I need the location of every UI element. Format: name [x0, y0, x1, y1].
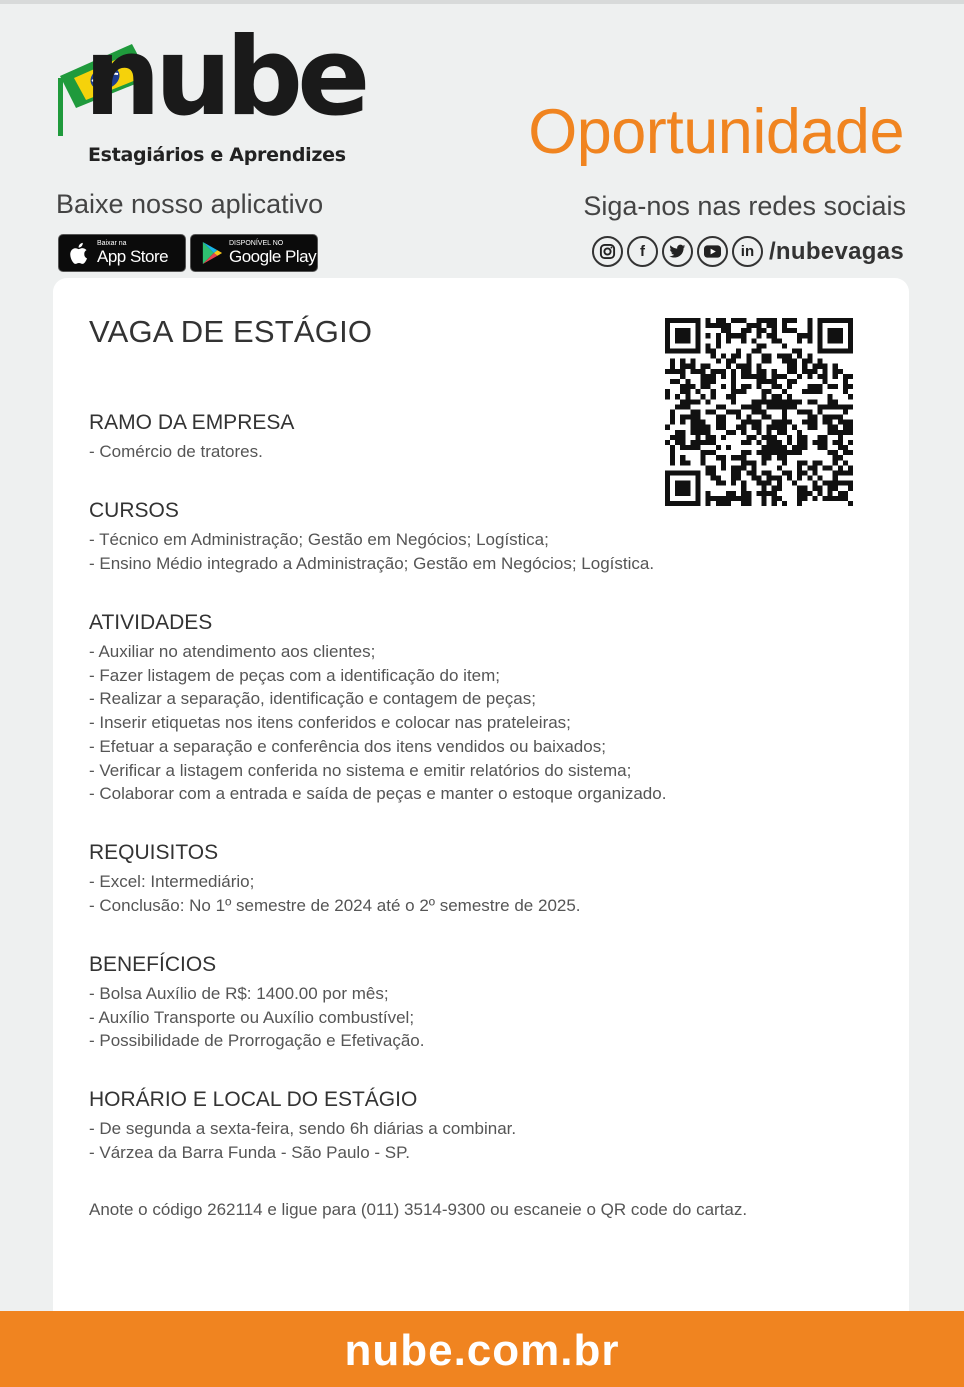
section-ramo	[89, 410, 294, 464]
section-line: - Técnico em Administração; Gestão em Negócios; Logística;	[89, 530, 549, 549]
section-line: - Comércio de tratores.	[89, 442, 263, 461]
store-badges	[58, 234, 318, 272]
logo-wordmark: nube	[84, 15, 365, 140]
section-line: - Fazer listagem de peças com a identificação do item;	[89, 665, 501, 685]
section-line: - Bolsa Auxílio de R$: 1400.00 por mês;	[89, 984, 389, 1003]
section-line: - Verificar a listagem conferida no sistema e emitir relatórios do sistema;	[89, 760, 632, 780]
section-line: - Inserir etiquetas nos itens conferidos e colocar nas prateleiras;	[89, 713, 571, 733]
logo-tagline: Estagiários e Aprendizes	[88, 144, 346, 166]
section-atividades	[89, 610, 666, 806]
google-play-small: DISPONÍVEL NO	[229, 240, 284, 247]
nube-logo[interactable]	[54, 15, 365, 178]
social-handle[interactable]: /nubevagas	[768, 237, 904, 265]
section-heading: ATIVIDADES	[89, 611, 213, 634]
section-line: - Colaborar com a entrada e saída de peças e manter o estoque organizado.	[89, 784, 667, 804]
section-line: - Auxílio Transporte ou Auxílio combustível;	[89, 1007, 415, 1027]
section-line: - Efetuar a separação e conferência dos itens vendidos ou baixados;	[89, 736, 606, 756]
instagram-icon[interactable]	[592, 236, 623, 267]
facebook-icon[interactable]: f	[627, 236, 658, 267]
linkedin-icon[interactable]: in	[732, 236, 763, 267]
google-play-label: Google Play	[229, 247, 317, 266]
section-line: - Conclusão: No 1º semestre de 2024 até o 2º semestre de 2025.	[89, 895, 581, 915]
footer-bar	[0, 1311, 964, 1387]
google-play-icon	[201, 241, 223, 265]
closing-instructions: Anote o código 262114 e ligue para (011) 3514-9300 ou escaneie o QR code do cartaz.	[89, 1200, 748, 1219]
section-line: - Ensino Médio integrado a Administração; Gestão em Negócios; Logística.	[89, 553, 655, 573]
section-cursos	[89, 498, 654, 575]
section-heading: HORÁRIO E LOCAL DO ESTÁGIO	[89, 1088, 418, 1111]
section-heading: RAMO DA EMPRESA	[89, 411, 295, 434]
app-store-badge[interactable]	[58, 234, 186, 272]
section-heading: REQUISITOS	[89, 841, 219, 864]
footer-url[interactable]: nube.com.br	[344, 1326, 620, 1375]
section-line: - De segunda a sexta-feira, sendo 6h diárias a combinar.	[89, 1119, 517, 1138]
section-line: - Várzea da Barra Funda - São Paulo - SP.	[89, 1142, 410, 1162]
section-line: - Possibilidade de Prorrogação e Efetivação.	[89, 1031, 425, 1051]
google-play-badge[interactable]	[190, 234, 318, 272]
youtube-icon[interactable]	[697, 236, 728, 267]
headline: Oportunidade	[528, 97, 904, 167]
section-horario	[89, 1087, 516, 1164]
section-line: - Auxiliar no atendimento aos clientes;	[89, 642, 376, 661]
job-card	[53, 278, 909, 1338]
qr-code[interactable]	[665, 318, 853, 506]
section-requisitos	[89, 840, 581, 917]
section-beneficios	[89, 952, 424, 1053]
app-download-text: Baixe nosso aplicativo	[56, 189, 324, 219]
section-line: - Realizar a separação, identificação e contagem de peças;	[89, 689, 536, 709]
apple-icon	[69, 241, 91, 265]
app-store-small: Baixar na	[97, 240, 127, 247]
job-title: VAGA DE ESTÁGIO	[89, 314, 373, 349]
social-links	[592, 236, 904, 267]
section-line: - Excel: Intermediário;	[89, 872, 255, 891]
app-store-label: App Store	[97, 247, 169, 266]
social-follow-text: Siga-nos nas redes sociais	[583, 191, 906, 221]
section-heading: CURSOS	[89, 499, 179, 522]
twitter-icon[interactable]	[662, 236, 693, 267]
section-heading: BENEFÍCIOS	[89, 953, 217, 976]
